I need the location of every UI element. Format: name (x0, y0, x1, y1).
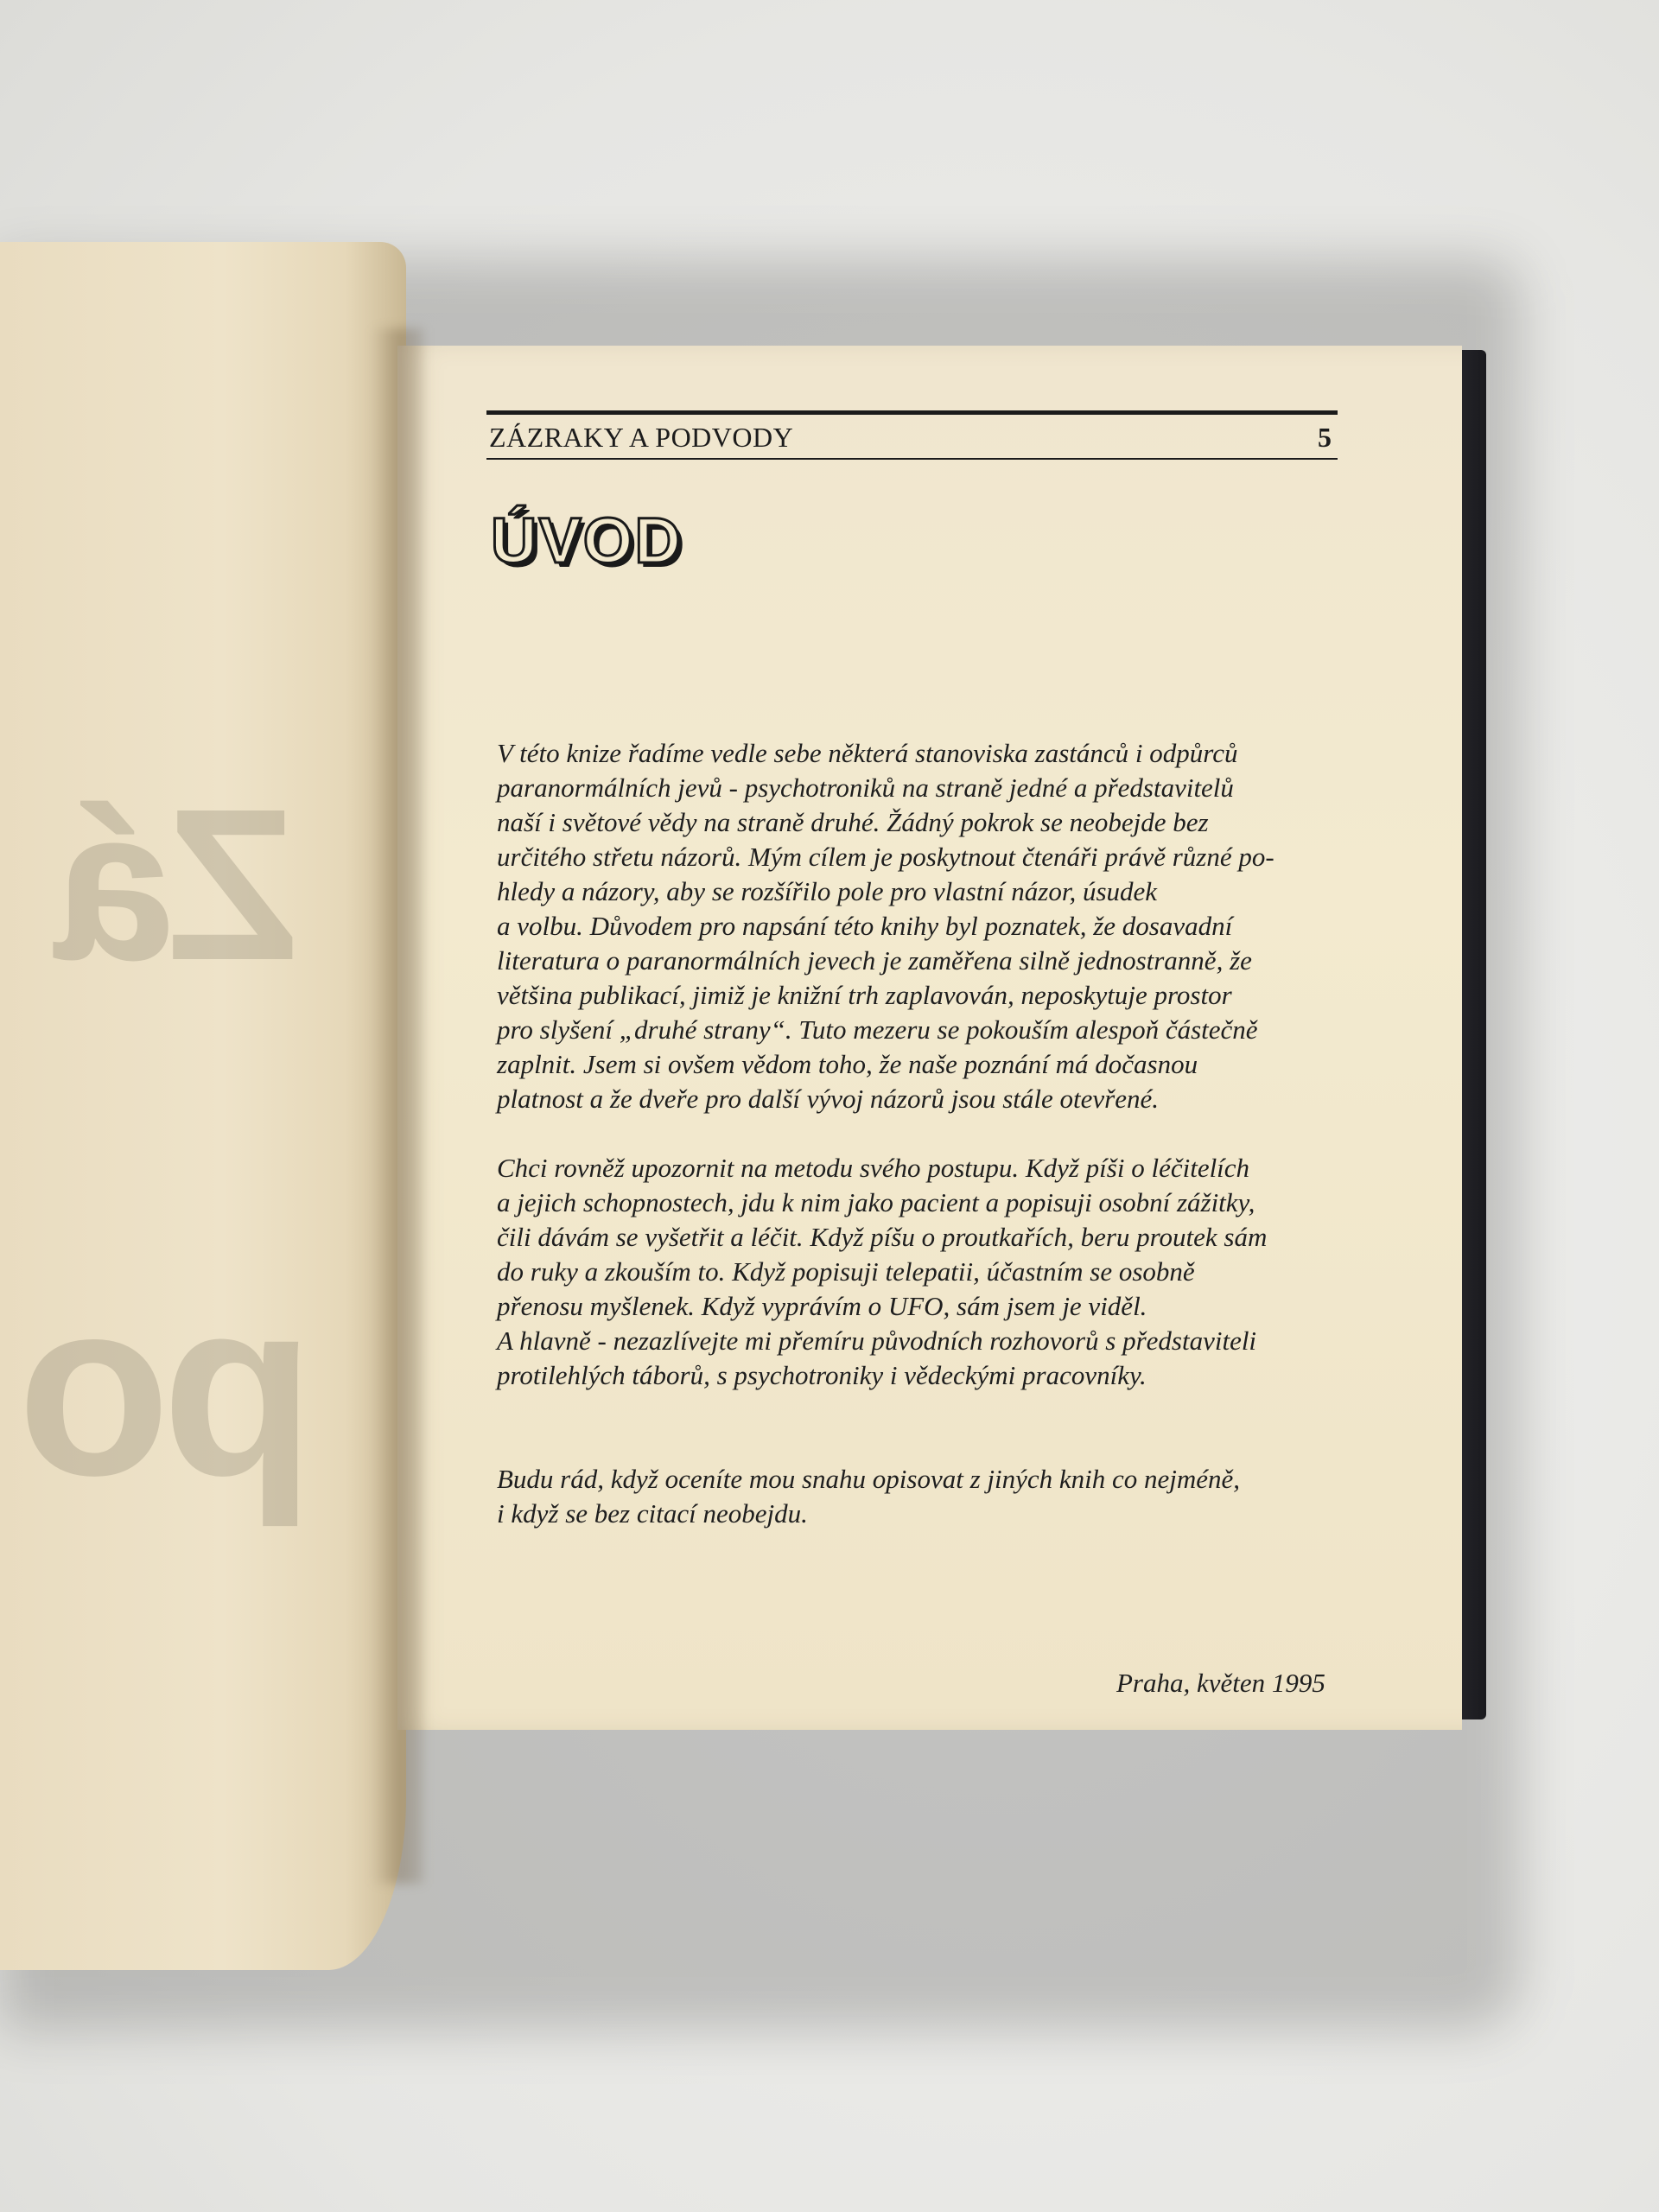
text-line: paranormálních jevů - psychotroniků na straně jedné a představitelů (497, 772, 1234, 803)
text-line: zaplnit. Jsem si ovšem vědom toho, že naše poznání má dočasnou (497, 1049, 1198, 1079)
text-line: protilehlých táborů, s psychotroniky i vědeckými pracovníky. (497, 1360, 1147, 1390)
text-line: přenosu myšlenek. Když vyprávím o UFO, sám jsem je viděl. (497, 1291, 1147, 1321)
page-number: 5 (1318, 422, 1332, 453)
paragraph-method (497, 1151, 1352, 1393)
text-line: hledy a názory, aby se rozšířilo pole pro vlastní názor, úsudek (497, 876, 1158, 906)
text-line: pro slyšení „druhé strany“. Tuto mezeru se pokouším alespoň částečně (497, 1014, 1258, 1045)
text-line: určitého střetu názorů. Mým cílem je poskytnout čtenáři právě různé po- (497, 842, 1274, 872)
paragraph-intro (497, 736, 1352, 1116)
place-and-date: Praha, květen 1995 (1116, 1668, 1325, 1698)
book-gutter (372, 328, 423, 1884)
left-page-show-through-text-bottom: po (26, 1248, 315, 1528)
text-line: a volbu. Důvodem pro napsání této knihy byl poznatek, že dosavadní (497, 911, 1233, 941)
paragraph-closing (497, 1462, 1352, 1531)
text-line: naší i světové vědy na straně druhé. Žádný pokrok se neobejde bez (497, 807, 1209, 837)
text-line: V této knize řadíme vedle sebe některá stanoviska zastánců i odpůrců (497, 738, 1238, 768)
text-line: Chci rovněž upozornit na metodu svého postupu. Když píši o léčitelích (497, 1153, 1250, 1183)
text-line: literatura o paranormálních jevech je zaměřena silně jednostranně, že (497, 945, 1252, 976)
text-line: do ruky a zkouším to. Když popisuji telepatii, účastním se osobně (497, 1256, 1195, 1287)
left-page-show-through-text-top: Zá (60, 764, 299, 1005)
text-line: většina publikací, jimiž je knižní trh zaplavován, neposkytuje prostor (497, 980, 1232, 1010)
text-line: A hlavně - nezazlívejte mi přemíru původních rozhovorů s představiteli (497, 1325, 1257, 1356)
text-line: platnost a že dveře pro další vývoj názorů jsou stále otevřené. (497, 1084, 1159, 1114)
running-head: ZÁZRAKY A PODVODY (489, 422, 794, 453)
text-line: a jejich schopnostech, jdu k nim jako pacient a popisuji osobní zážitky, (497, 1187, 1255, 1217)
left-page (0, 242, 406, 1970)
text-line: Budu rád, když oceníte mou snahu opisovat z jiných knih co nejméně, (497, 1464, 1241, 1494)
chapter-title: ÚVOD (491, 505, 683, 576)
text-line: čili dávám se vyšetřit a léčit. Když píšu o proutkařích, beru proutek sám (497, 1222, 1268, 1252)
text-line: i když se bez citací neobejdu. (497, 1498, 808, 1529)
header-rule-top (486, 410, 1338, 415)
header-rule-bottom (486, 458, 1338, 460)
